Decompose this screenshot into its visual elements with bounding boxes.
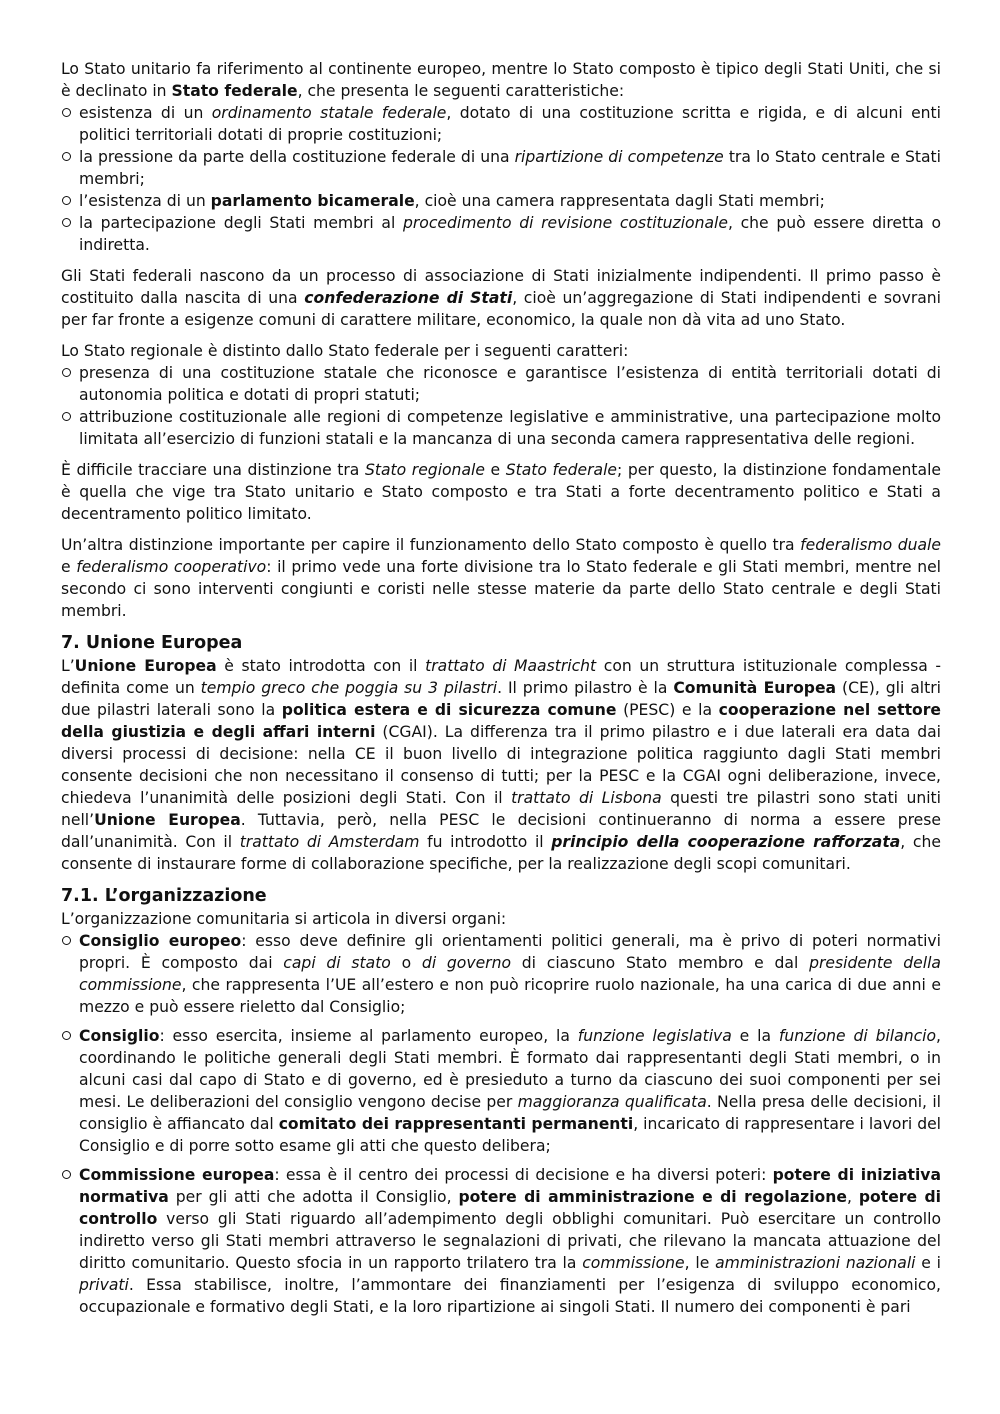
- list-item: attribuzione costituzionale alle regioni di competenze legislative e amministrative, una partecipazione molto limitata all’esercizio di funzioni statali e la mancanza di una seconda camera rappresentativa delle regioni.: [61, 406, 941, 450]
- list-item-commissione-europea: Commissione europea: essa è il centro dei processi di decisione e ha diversi poteri: potere di iniziativa normativa per gli atti che adotta il Consiglio, potere di amministrazione e di regolazione, potere di controllo verso gli Stati riguardo all’adempimento degli obblighi comunitari. Può esercitare un controllo indiretto verso gli Stati membri attraverso le segnalazioni di privati, che rilevano la mancata attuazione del diritto comunitario. Questo sfocia in un rapporto trilatero tra la commissione, le amministrazioni nazionali e i privati. Essa stabilisce, inoltre, l’ammontare dei finanziamenti per l’esigenza di sviluppo economico, occupazionale e formativo degli Stati, e la loro ripartizione ai singoli Stati. Il numero dei componenti è pari: [61, 1164, 941, 1318]
- list-item-consiglio: Consiglio: esso esercita, insieme al parlamento europeo, la funzione legislativa e la funzione di bilancio, coordinando le politiche generali degli Stati membri. È formato dai rappresentanti degli Stati membri, o in alcuni casi dal capo di Stato e di governo, ed è presieduto a turno da ciascuno dei suoi componenti per sei mesi. Le deliberazioni del consiglio vengono decise per maggioranza qualificata. Nella presa delle decisioni, il consiglio è affiancato dal comitato dei rappresentanti permanenti, incaricato di rappresentare i lavori del Consiglio e di porre sotto esame gli atti che questo delibera;: [61, 1025, 941, 1157]
- list-caratteristiche-federale: [61, 102, 941, 256]
- paragraph-organizzazione-intro: L’organizzazione comunitaria si articola in diversi organi:: [61, 910, 507, 928]
- list-caratteri-regionale: [61, 362, 941, 450]
- paragraph-stato-regionale: Lo Stato regionale è distinto dallo Stato federale per i seguenti caratteri:: [61, 342, 629, 360]
- section-heading-organizzazione: 7.1. L’organizzazione: [61, 886, 267, 906]
- document-page: [61, 58, 941, 1327]
- paragraph-distinzione: È difficile tracciare una distinzione tra Stato regionale e Stato federale; per questo, la distinzione fondamentale è quella che vige tra Stato unitario e Stato composto e tra Stati a forte decentramento politico e Stati a decentramento politico limitato.: [61, 461, 942, 523]
- list-organi: [61, 930, 941, 1318]
- list-item: presenza di una costituzione statale che riconosce e garantisce l’esistenza di entità territoriali dotati di autonomia politica e dotati di propri statuti;: [61, 362, 941, 406]
- section-heading-unione-europea: 7. Unione Europea: [61, 633, 243, 653]
- list-item: la pressione da parte della costituzione federale di una ripartizione di competenze tra lo Stato centrale e Stati membri;: [61, 146, 941, 190]
- paragraph-stato-federale: Lo Stato unitario fa riferimento al continente europeo, mentre lo Stato composto è tipico degli Stati Uniti, che si è declinato in Stato federale, che presenta le seguenti caratteristiche:: [61, 60, 941, 100]
- list-item: l’esistenza di un parlamento bicamerale, cioè una camera rappresentata dagli Stati membri;: [61, 190, 941, 212]
- list-item-consiglio-europeo: Consiglio europeo: esso deve definire gli orientamenti politici generali, ma è privo di poteri normativi propri. È composto dai capi di stato o di governo di ciascuno Stato membro e dal presidente della commissione, che rappresenta l’UE all’estero e non può ricoprire ruolo nazionale, ha una carica di due anni e mezzo e può essere rieletto dal Consiglio;: [61, 930, 941, 1018]
- list-item: la partecipazione degli Stati membri al procedimento di revisione costituzionale, che può essere diretta o indiretta.: [61, 212, 941, 256]
- paragraph-confederazione: Gli Stati federali nascono da un processo di associazione di Stati inizialmente indipendenti. Il primo passo è costituito dalla nascita di una confederazione di Stati, cioè un’aggregazione di Stati indipendenti e sovrani per far fronte a esigenze comuni di carattere militare, economico, la quale non dà vita ad uno Stato.: [61, 267, 941, 329]
- list-item: esistenza di un ordinamento statale federale, dotato di una costituzione scritta e rigida, e di alcuni enti politici territoriali dotati di proprie costituzioni;: [61, 102, 941, 146]
- paragraph-unione-europea: L’Unione Europea è stato introdotta con il trattato di Maastricht con un struttura istituzionale complessa - definita come un tempio greco che poggia su 3 pilastri. Il primo pilastro è la Comunità Europea (CE), gli altri due pilastri laterali sono la politica estera e di sicurezza comune (PESC) e la cooperazione nel settore della giustizia e degli affari interni (CGAI). La differenza tra il primo pilastro e i due laterali era data dai diversi processi di decisione: nella CE il buon livello di integrazione politica raggiunto dagli Stati membri consente decisioni che non necessitano il consenso di tutti; per la PESC e la CGAI ogni deliberazione, invece, chiedeva l’unanimità delle posizioni degli Stati. Con il trattato di Lisbona questi tre pilastri sono stati uniti nell’Unione Europea. Tuttavia, però, nella PESC le decisioni continueranno di norma a essere prese dall’unanimità. Con il trattato di Amsterdam fu introdotto il principio della cooperazione rafforzata, che consente di instaurare forme di collaborazione specifiche, per la realizzazione degli scopi comunitari.: [61, 657, 942, 873]
- paragraph-federalismo: Un’altra distinzione importante per capire il funzionamento dello Stato composto è quello tra federalismo duale e federalismo cooperativo: il primo vede una forte divisione tra lo Stato federale e gli Stati membri, mentre nel secondo ci sono interventi congiunti e coristi nelle stesse materie da parte dello Stato centrale e degli Stati membri.: [61, 536, 942, 620]
